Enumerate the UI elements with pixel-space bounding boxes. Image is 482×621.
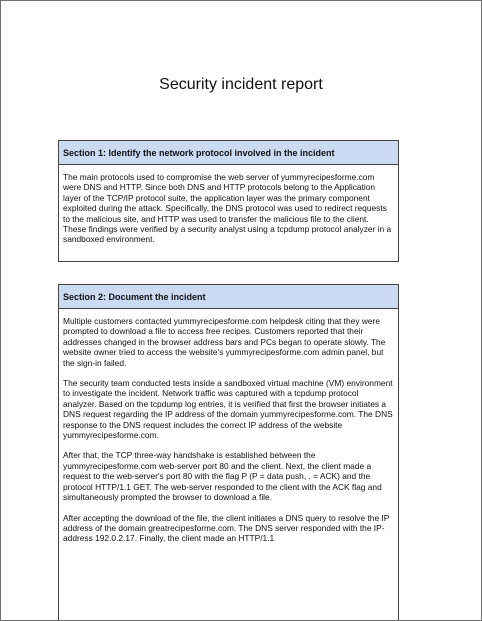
- section-heading: Section 2: Document the incident: [59, 285, 398, 309]
- section-paragraph: Multiple customers contacted yummyrecipesforme.com helpdesk citing that they were prompted to download a file to access free recipes. Customers reported that their addresses changed in the browser address bars and PCs began to operate slowly. The website owner tried to access the website's yummyrecipesforme.com admin panel, but the sign-in failed.: [63, 316, 386, 368]
- section-protocol: [58, 140, 399, 262]
- document-title: Security incident report: [159, 76, 323, 93]
- section-paragraph: After that, the TCP three-way handshake is established between the yummyrecipesforme.com web-server port 80 and the client. Next, the client made a request to the web-server's port 80 with the flag P (P = data push, . = ACK) and the protocol HTTP/1.1 GET. The web-server responded to the client with the ACK flag and simultaneously prompted the browser to download a file.: [63, 450, 382, 503]
- section-incident: [58, 284, 399, 621]
- section-body: [59, 165, 398, 249]
- section-paragraph: The security team conducted tests inside a sandboxed virtual machine (VM) environment to investigate the incident. Network traffic was captured with a tcpdump protocol analyzer. Based on the tcpdump log entries, it is verified that first the browser initiates a DNS request regarding the IP address of the domain yummyrecipesforme.com. The DNS response to the DNS request includes the correct IP address of the website yummyrecipesforme.com.: [63, 378, 393, 441]
- section-heading: Section 1: Identify the network protocol involved in the incident: [59, 141, 398, 165]
- section-paragraph: The main protocols used to compromise the web server of yummyrecipesforme.com were DNS and HTTP. Since both DNS and HTTP protocols belong to the Application layer of the TCP/IP protocol suite, the application layer was the primary component exploited during the attack. Specifically, the DNS protocol was used to redirect requests to the malicious site, and HTTP was used to transfer the malicious file to the client. These findings were verified by a security analyst using a tcpdump protocol analyzer in a sandboxed environment.: [63, 172, 392, 245]
- section-body: [59, 309, 398, 548]
- section-paragraph: After accepting the download of the file, the client initiates a DNS query to resolve the IP address of the domain greatrecipesforme.com. The DNS server responded with the IP-address 192.0.2.17. Finally, the client made an HTTP/1.1: [63, 512, 390, 544]
